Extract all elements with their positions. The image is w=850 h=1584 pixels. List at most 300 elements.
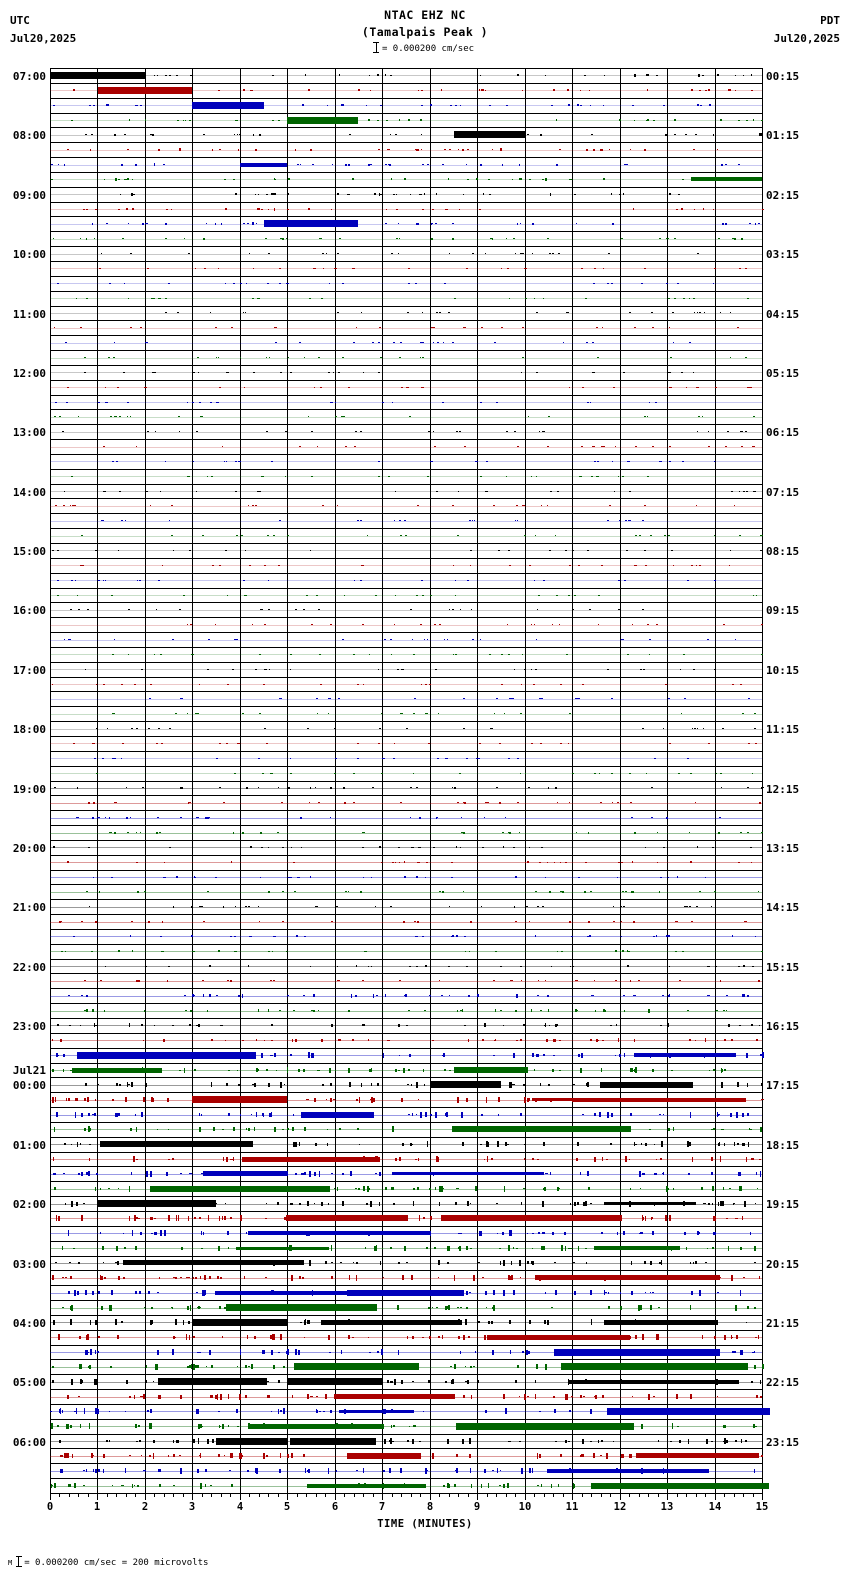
x-axis-minor-tick bbox=[753, 1493, 754, 1497]
x-axis-major-tick bbox=[430, 1493, 431, 1500]
y-axis-tick bbox=[50, 68, 55, 69]
grid-line-horizontal bbox=[50, 320, 762, 321]
x-axis-major-tick bbox=[335, 1493, 336, 1500]
trace-burst bbox=[226, 1304, 377, 1311]
grid-line-horizontal bbox=[50, 1419, 762, 1420]
trace-burst bbox=[532, 1098, 717, 1101]
x-axis-minor-tick bbox=[743, 1493, 744, 1497]
trace-burst bbox=[242, 1157, 380, 1162]
trace-burst bbox=[236, 1247, 330, 1250]
x-axis-tick-label: 9 bbox=[473, 1501, 481, 1513]
y-axis-right-labels bbox=[766, 68, 846, 1498]
y-axis-date-label: Jul21 bbox=[12, 1064, 46, 1078]
trace-baseline bbox=[50, 654, 762, 655]
x-axis-major-tick bbox=[477, 1493, 478, 1500]
pdt-zone-label: PDT bbox=[820, 14, 840, 27]
x-axis-minor-tick bbox=[677, 1493, 678, 1497]
trace-sample bbox=[762, 787, 764, 788]
x-axis-minor-tick bbox=[116, 1493, 117, 1497]
grid-line-vertical bbox=[762, 68, 763, 1493]
y-axis-tick bbox=[50, 602, 55, 603]
x-axis-minor-tick bbox=[449, 1493, 450, 1497]
trace-baseline bbox=[50, 1159, 762, 1160]
y-axis-tick bbox=[50, 1256, 55, 1257]
grid-line-horizontal bbox=[50, 825, 762, 826]
grid-line-horizontal bbox=[50, 246, 762, 247]
grid-line-horizontal bbox=[50, 1285, 762, 1286]
trace-burst bbox=[203, 1171, 287, 1176]
grid-line-horizontal bbox=[50, 1300, 762, 1301]
trace-burst bbox=[604, 1202, 696, 1205]
x-axis-major-tick bbox=[382, 1493, 383, 1500]
x-axis-minor-tick bbox=[59, 1493, 60, 1497]
grid-line-horizontal bbox=[50, 409, 762, 410]
x-axis-tick-label: 14 bbox=[708, 1501, 722, 1513]
y-axis-hour-label-pdt: 21:15 bbox=[766, 1316, 800, 1330]
trace-burst bbox=[535, 1275, 720, 1280]
grid-line-horizontal bbox=[50, 1226, 762, 1227]
y-axis-hour-label-pdt: 19:15 bbox=[766, 1198, 800, 1212]
x-axis-major-tick bbox=[97, 1493, 98, 1500]
grid-line-horizontal bbox=[50, 1033, 762, 1034]
x-axis-tick-label: 15 bbox=[755, 1501, 769, 1513]
grid-line-horizontal bbox=[50, 395, 762, 396]
station-name-title: (Tamalpais Peak ) bbox=[361, 25, 489, 39]
trace-burst bbox=[347, 1290, 464, 1296]
trace-event bbox=[454, 131, 525, 138]
y-axis-hour-label: 17:00 bbox=[12, 663, 46, 677]
grid-line-horizontal bbox=[50, 68, 762, 69]
grid-line-horizontal bbox=[50, 1463, 762, 1464]
x-axis-minor-tick bbox=[78, 1493, 79, 1497]
grid-line-horizontal bbox=[50, 751, 762, 752]
trace-baseline bbox=[50, 1337, 762, 1338]
y-axis-tick bbox=[50, 424, 55, 425]
trace-burst bbox=[252, 1424, 384, 1429]
trace-baseline bbox=[50, 803, 762, 804]
trace-baseline bbox=[50, 402, 762, 403]
y-axis-tick bbox=[50, 959, 55, 960]
x-axis-minor-tick bbox=[325, 1493, 326, 1497]
grid-line-horizontal bbox=[50, 632, 762, 633]
trace-baseline bbox=[50, 1025, 762, 1026]
grid-line-vertical bbox=[335, 68, 336, 1493]
grid-line-horizontal bbox=[50, 127, 762, 128]
y-axis-tick bbox=[50, 1434, 55, 1435]
trace-event bbox=[192, 102, 263, 109]
x-axis-minor-tick bbox=[154, 1493, 155, 1497]
x-axis-minor-tick bbox=[591, 1493, 592, 1497]
utc-date-label: Jul20,2025 bbox=[10, 32, 77, 45]
trace-baseline bbox=[50, 75, 762, 76]
grid-line-horizontal bbox=[50, 781, 762, 782]
grid-line-horizontal bbox=[50, 202, 762, 203]
x-axis-minor-tick bbox=[648, 1493, 649, 1497]
x-axis-major-tick bbox=[620, 1493, 621, 1500]
y-axis-hour-label-pdt: 06:15 bbox=[766, 426, 800, 440]
grid-line-horizontal bbox=[50, 1092, 762, 1093]
grid-line-horizontal bbox=[50, 1404, 762, 1405]
y-axis-hour-label-pdt: 00:15 bbox=[766, 70, 800, 83]
trace-burst bbox=[77, 1052, 255, 1059]
x-axis-major-tick bbox=[192, 1493, 193, 1500]
trace-baseline bbox=[50, 298, 762, 299]
y-axis-tick bbox=[50, 1196, 55, 1197]
y-axis-hour-label-pdt: 14:15 bbox=[766, 901, 800, 915]
trace-event bbox=[216, 1438, 287, 1445]
trace-baseline bbox=[50, 372, 762, 373]
y-axis-hour-label: 18:00 bbox=[12, 723, 46, 737]
grid-line-vertical bbox=[97, 68, 98, 1493]
grid-line-horizontal bbox=[50, 113, 762, 114]
trace-baseline bbox=[50, 135, 762, 136]
trace-baseline bbox=[50, 877, 762, 878]
trace-baseline bbox=[50, 1426, 762, 1427]
grid-line-horizontal bbox=[50, 662, 762, 663]
helicorder-plot[interactable] bbox=[50, 68, 762, 1493]
trace-baseline bbox=[50, 150, 762, 151]
y-axis-hour-label-pdt: 03:15 bbox=[766, 248, 800, 262]
x-axis-minor-tick bbox=[629, 1493, 630, 1497]
x-axis-minor-tick bbox=[183, 1493, 184, 1497]
y-axis-tick bbox=[50, 781, 55, 782]
y-axis-hour-label-pdt: 10:15 bbox=[766, 663, 800, 677]
x-axis-minor-tick bbox=[705, 1493, 706, 1497]
trace-baseline bbox=[50, 847, 762, 848]
grid-line-horizontal bbox=[50, 602, 762, 603]
grid-line-horizontal bbox=[50, 870, 762, 871]
grid-line-vertical bbox=[430, 68, 431, 1493]
grid-line-vertical bbox=[477, 68, 478, 1493]
grid-line-horizontal bbox=[50, 83, 762, 84]
trace-baseline bbox=[50, 179, 762, 180]
trace-baseline bbox=[50, 120, 762, 121]
y-axis-hour-label: 03:00 bbox=[12, 1257, 46, 1271]
y-axis-hour-label: 01:00 bbox=[12, 1138, 46, 1152]
y-axis-hour-label-pdt: 18:15 bbox=[766, 1138, 800, 1152]
trace-burst bbox=[339, 1410, 413, 1413]
grid-line-horizontal bbox=[50, 231, 762, 232]
x-axis-minor-tick bbox=[297, 1493, 298, 1497]
trace-burst bbox=[72, 1068, 162, 1073]
trace-baseline bbox=[50, 254, 762, 255]
trace-baseline bbox=[50, 536, 762, 537]
trace-event bbox=[264, 220, 359, 227]
y-axis-hour-label: 13:00 bbox=[12, 426, 46, 440]
trace-event bbox=[287, 117, 358, 124]
footer-scale-text: = 0.000200 cm/sec = 200 microvolts bbox=[24, 1558, 209, 1568]
trace-baseline bbox=[50, 580, 762, 581]
x-axis-major-tick bbox=[240, 1493, 241, 1500]
x-axis-minor-tick bbox=[202, 1493, 203, 1497]
x-axis-minor-tick bbox=[411, 1493, 412, 1497]
grid-line-horizontal bbox=[50, 691, 762, 692]
grid-line-horizontal bbox=[50, 1003, 762, 1004]
trace-baseline bbox=[50, 1441, 762, 1442]
trace-baseline bbox=[50, 417, 762, 418]
trace-baseline bbox=[50, 506, 762, 507]
x-axis-minor-tick bbox=[487, 1493, 488, 1497]
grid-line-horizontal bbox=[50, 617, 762, 618]
grid-line-horizontal bbox=[50, 1077, 762, 1078]
y-axis-tick bbox=[50, 721, 55, 722]
trace-baseline bbox=[50, 758, 762, 759]
trace-baseline bbox=[50, 862, 762, 863]
x-axis-tick-label: 3 bbox=[188, 1501, 196, 1513]
trace-baseline bbox=[50, 1308, 762, 1309]
trace-baseline bbox=[50, 283, 762, 284]
y-axis-tick bbox=[50, 1137, 55, 1138]
x-axis-tick-label: 6 bbox=[331, 1501, 339, 1513]
trace-burst bbox=[604, 1320, 719, 1325]
grid-line-horizontal bbox=[50, 1166, 762, 1167]
y-axis-tick bbox=[50, 484, 55, 485]
grid-line-horizontal bbox=[50, 380, 762, 381]
y-axis-hour-label-pdt: 17:15 bbox=[766, 1079, 800, 1093]
grid-line-horizontal bbox=[50, 1018, 762, 1019]
x-axis-minor-tick bbox=[249, 1493, 250, 1497]
y-axis-hour-label-pdt: 07:15 bbox=[766, 485, 800, 499]
trace-baseline bbox=[50, 773, 762, 774]
x-axis-title: TIME (MINUTES) bbox=[377, 1518, 473, 1530]
x-axis-minor-tick bbox=[468, 1493, 469, 1497]
grid-line-horizontal bbox=[50, 498, 762, 499]
grid-line-horizontal bbox=[50, 721, 762, 722]
grid-line-horizontal bbox=[50, 1345, 762, 1346]
x-axis-minor-tick bbox=[496, 1493, 497, 1497]
y-axis-hour-label: 23:00 bbox=[12, 1020, 46, 1033]
x-axis-minor-tick bbox=[639, 1493, 640, 1497]
y-axis-hour-label-pdt: 02:15 bbox=[766, 188, 800, 202]
grid-line-horizontal bbox=[50, 988, 762, 989]
x-axis-minor-tick bbox=[354, 1493, 355, 1497]
y-axis-tick bbox=[50, 1018, 55, 1019]
grid-line-horizontal bbox=[50, 1478, 762, 1479]
trace-event bbox=[192, 1319, 287, 1326]
x-axis-minor-tick bbox=[211, 1493, 212, 1497]
grid-line-horizontal bbox=[50, 142, 762, 143]
trace-baseline bbox=[50, 387, 762, 388]
trace-baseline bbox=[50, 684, 762, 685]
grid-line-horizontal bbox=[50, 528, 762, 529]
grid-line-horizontal bbox=[50, 216, 762, 217]
trace-burst bbox=[215, 1291, 364, 1295]
trace-baseline bbox=[50, 476, 762, 477]
x-axis-minor-tick bbox=[221, 1493, 222, 1497]
y-axis-hour-label-pdt: 13:15 bbox=[766, 841, 800, 855]
x-axis-minor-tick bbox=[344, 1493, 345, 1497]
trace-burst bbox=[150, 1186, 330, 1192]
y-axis-tick bbox=[50, 246, 55, 247]
y-axis-tick bbox=[50, 306, 55, 307]
grid-line-horizontal bbox=[50, 1137, 762, 1138]
x-axis-tick-label: 13 bbox=[660, 1501, 674, 1513]
trace-baseline bbox=[50, 922, 762, 923]
x-axis-minor-tick bbox=[401, 1493, 402, 1497]
grid-line-horizontal bbox=[50, 1211, 762, 1212]
trace-burst bbox=[636, 1453, 759, 1458]
scale-bar-icon bbox=[376, 42, 377, 53]
trace-baseline bbox=[50, 936, 762, 937]
grid-line-horizontal bbox=[50, 291, 762, 292]
trace-burst bbox=[347, 1453, 421, 1459]
grid-line-horizontal bbox=[50, 558, 762, 559]
y-axis-hour-label: 10:00 bbox=[12, 248, 46, 262]
grid-line-horizontal bbox=[50, 98, 762, 99]
y-axis-hour-label-pdt: 16:15 bbox=[766, 1020, 800, 1033]
trace-event bbox=[691, 177, 762, 181]
trace-burst bbox=[594, 1246, 681, 1250]
trace-baseline bbox=[50, 194, 762, 195]
x-axis-major-tick bbox=[525, 1493, 526, 1500]
grid-line-horizontal bbox=[50, 187, 762, 188]
y-axis-hour-label: 07:00 bbox=[12, 70, 46, 83]
grid-line-horizontal bbox=[50, 588, 762, 589]
x-axis-minor-tick bbox=[439, 1493, 440, 1497]
grid-line-horizontal bbox=[50, 929, 762, 930]
x-axis-minor-tick bbox=[363, 1493, 364, 1497]
trace-baseline bbox=[50, 328, 762, 329]
x-axis-minor-tick bbox=[373, 1493, 374, 1497]
x-axis-major-tick bbox=[50, 1493, 51, 1500]
y-axis-left-labels bbox=[0, 68, 46, 1498]
x-axis-minor-tick bbox=[173, 1493, 174, 1497]
y-axis-hour-label: 16:00 bbox=[12, 604, 46, 618]
x-axis-major-tick bbox=[715, 1493, 716, 1500]
trace-baseline bbox=[50, 165, 762, 166]
trace-burst bbox=[547, 1469, 709, 1473]
trace-event bbox=[98, 87, 193, 94]
grid-line-horizontal bbox=[50, 276, 762, 277]
grid-line-horizontal bbox=[50, 884, 762, 885]
grid-line-vertical bbox=[525, 68, 526, 1493]
trace-burst bbox=[569, 1380, 739, 1384]
grid-line-vertical bbox=[192, 68, 193, 1493]
trace-burst bbox=[286, 1215, 407, 1221]
trace-baseline bbox=[50, 491, 762, 492]
grid-line-horizontal bbox=[50, 840, 762, 841]
y-axis-hour-label-pdt: 09:15 bbox=[766, 604, 800, 618]
grid-line-horizontal bbox=[50, 350, 762, 351]
grid-line-horizontal bbox=[50, 914, 762, 915]
trace-baseline bbox=[50, 892, 762, 893]
grid-line-horizontal bbox=[50, 1122, 762, 1123]
trace-baseline bbox=[50, 729, 762, 730]
x-axis-minor-tick bbox=[544, 1493, 545, 1497]
trace-burst bbox=[100, 1141, 254, 1147]
trace-baseline bbox=[50, 521, 762, 522]
x-axis-minor-tick bbox=[107, 1493, 108, 1497]
x-axis-minor-tick bbox=[724, 1493, 725, 1497]
x-axis-minor-tick bbox=[306, 1493, 307, 1497]
x-axis-minor-tick bbox=[88, 1493, 89, 1497]
grid-line-horizontal bbox=[50, 1434, 762, 1435]
y-axis-hour-label-pdt: 15:15 bbox=[766, 960, 800, 974]
trace-event bbox=[287, 1378, 382, 1385]
trace-baseline bbox=[50, 343, 762, 344]
y-axis-hour-label: 00:00 bbox=[12, 1079, 46, 1093]
grid-line-horizontal bbox=[50, 543, 762, 544]
trace-burst bbox=[441, 1215, 622, 1221]
grid-line-horizontal bbox=[50, 1270, 762, 1271]
trace-burst bbox=[607, 1408, 770, 1415]
grid-line-horizontal bbox=[50, 1315, 762, 1316]
grid-line-horizontal bbox=[50, 172, 762, 173]
grid-line-horizontal bbox=[50, 513, 762, 514]
grid-line-horizontal bbox=[50, 1241, 762, 1242]
footer-scale bbox=[8, 1556, 208, 1568]
trace-burst bbox=[307, 1484, 426, 1488]
grid-line-horizontal bbox=[50, 454, 762, 455]
x-axis-tick-label: 2 bbox=[141, 1501, 149, 1513]
trace-baseline bbox=[50, 239, 762, 240]
y-axis-tick bbox=[50, 187, 55, 188]
trace-burst bbox=[290, 1438, 376, 1445]
trace-baseline bbox=[50, 447, 762, 448]
y-axis-hour-label: 02:00 bbox=[12, 1198, 46, 1212]
footer-scale-bar-icon bbox=[18, 1556, 19, 1567]
x-axis-minor-tick bbox=[392, 1493, 393, 1497]
x-axis-minor-tick bbox=[268, 1493, 269, 1497]
y-axis-hour-label-pdt: 05:15 bbox=[766, 366, 800, 380]
x-axis-minor-tick bbox=[553, 1493, 554, 1497]
trace-baseline bbox=[50, 833, 762, 834]
x-axis-tick-label: 12 bbox=[613, 1501, 627, 1513]
trace-baseline bbox=[50, 714, 762, 715]
grid-line-horizontal bbox=[50, 766, 762, 767]
trace-burst bbox=[158, 1378, 267, 1385]
y-axis-hour-label: 06:00 bbox=[12, 1435, 46, 1449]
trace-baseline bbox=[50, 1040, 762, 1041]
trace-baseline bbox=[50, 209, 762, 210]
x-axis-minor-tick bbox=[734, 1493, 735, 1497]
y-axis-hour-label: 08:00 bbox=[12, 129, 46, 143]
x-axis-minor-tick bbox=[658, 1493, 659, 1497]
y-axis-tick bbox=[50, 1315, 55, 1316]
trace-event bbox=[240, 163, 288, 167]
x-axis-minor-tick bbox=[696, 1493, 697, 1497]
grid-line-horizontal bbox=[50, 1107, 762, 1108]
trace-baseline bbox=[50, 669, 762, 670]
y-axis-hour-label: 14:00 bbox=[12, 485, 46, 499]
y-axis-tick bbox=[50, 1374, 55, 1375]
station-code-title: NTAC EHZ NC bbox=[384, 8, 466, 22]
grid-line-horizontal bbox=[50, 1374, 762, 1375]
y-axis-hour-label-pdt: 22:15 bbox=[766, 1376, 800, 1390]
trace-baseline bbox=[50, 699, 762, 700]
grid-line-horizontal bbox=[50, 1256, 762, 1257]
x-axis-minor-tick bbox=[534, 1493, 535, 1497]
scale-reference-text: = 0.000200 cm/sec bbox=[381, 44, 475, 54]
x-axis-tick-label: 7 bbox=[378, 1501, 386, 1513]
y-axis-tick bbox=[50, 1077, 55, 1078]
x-axis-minor-tick bbox=[316, 1493, 317, 1497]
x-axis-major-tick bbox=[145, 1493, 146, 1500]
y-axis-hour-label: 21:00 bbox=[12, 901, 46, 915]
grid-line-horizontal bbox=[50, 573, 762, 574]
trace-burst bbox=[591, 1483, 769, 1489]
x-axis-minor-tick bbox=[506, 1493, 507, 1497]
x-axis-tick-label: 0 bbox=[46, 1501, 54, 1513]
y-axis-hour-label-pdt: 23:15 bbox=[766, 1435, 800, 1449]
trace-burst bbox=[561, 1363, 748, 1370]
grid-line-horizontal bbox=[50, 810, 762, 811]
trace-baseline bbox=[50, 358, 762, 359]
x-axis-minor-tick bbox=[420, 1493, 421, 1497]
grid-line-horizontal bbox=[50, 1330, 762, 1331]
grid-line-horizontal bbox=[50, 469, 762, 470]
x-axis-minor-tick bbox=[563, 1493, 564, 1497]
